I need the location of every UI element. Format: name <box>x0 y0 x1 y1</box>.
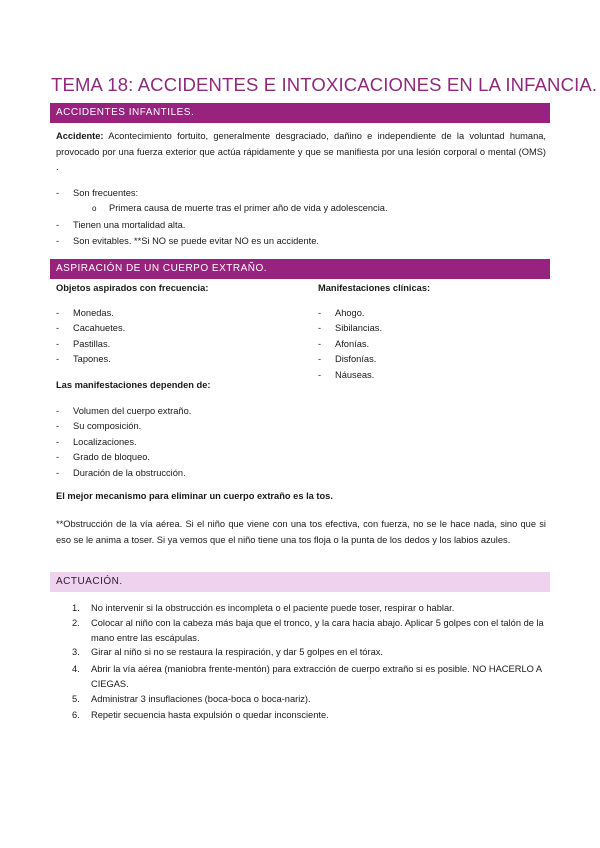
definition-paragraph <box>56 129 546 176</box>
section-header-actuacion: ACTUACIÓN. <box>50 572 550 592</box>
page-title: TEMA 18: ACCIDENTES E INTOXICACIONES EN LA INFANCIA. <box>51 74 598 95</box>
right-column-heading: Manifestaciones clínicas: <box>318 283 431 293</box>
section-header-aspiracion: ASPIRACIÓN DE UN CUERPO EXTRAÑO. <box>50 259 550 279</box>
definition-label: Accidente: <box>56 131 104 141</box>
best-mechanism-text: El mejor mecanismo para eliminar un cuerpo extraño es la tos. <box>56 491 333 501</box>
document-page: TEMA 18: ACCIDENTES E INTOXICACIONES EN LA INFANCIA. ACCIDENTES INFANTILES. Accidente: Acontecimiento fortuito, generalmente desgraciado, dañino e independiente de la voluntad humana, provocado por una fuerza exterior que actúa rápidamente y que se manifiesta por una lesión corporal o mental (OMS) . - Son frecuentes: o Primera causa de muerte tras el primer año de vida y adolescencia. - Tienen una mortalidad alta. - Son evitables. **Si NO se puede evitar NO es un accidente. ASPIRACIÓN DE UN CUERPO EXTRAÑO. Objetos aspirados con frecuencia: Manifestaciones clínicas: - Monedas. - Cacahuetes. - Pastillas. - Tapones. - Ahogo. - Sibilancias. - Afonías. - Disfonías. - Náuseas. Las manifestaciones dependen de: - Volumen del cuerpo extraño. - Su composición. - Localizaciones. - Grado de bloqueo. - Duración de la obstrucción. El mejor mecanismo para eliminar un cuerpo extraño es la tos. **Obstrucción de la vía aérea. Si el niño que viene con una tos efectiva, con fuerza, no se le hace nada, sino que si eso se le anima a toser. Si ya vemos que el niño tiene una tos floja o la punta de los dedos y los labios azules. ACTUACIÓN. 1. No intervenir si la obstrucción es incompleta o el paciente puede toser, respirar o hablar. 2. Colocar al niño con la cabeza más baja que el tronco, y la cara hacia abajo. Aplicar 5 golpes con el talón de la mano entre las escápulas. 3. Girar al niño si no se restaura la respiración, y dar 5 golpes en el tórax. 4. Abrir la vía aérea (maniobra frente-mentón) para extracción de cuerpo extraño si es posible. NO HACERLO A CIEGAS. 5. Administrar 3 insuflaciones (boca-boca o boca-nariz). 6. Repetir secuencia hasta expulsión o quedar inconsciente. <box>51 74 598 720</box>
section-header-accidentes: ACCIDENTES INFANTILES. <box>50 103 550 123</box>
obstruction-note: **Obstrucción de la vía aérea. Si el niño que viene con una tos efectiva, con fuerza, no se le hace nada, sino que si eso se le anima a toser. Si ya vemos que el niño tiene una tos floja o la punta de los dedos y los labios azules. <box>56 519 546 545</box>
definition-text: Acontecimiento fortuito, generalmente desgraciado, dañino e independiente de la voluntad humana, provocado por una fuerza exterior que actúa rápidamente y que se manifiesta por una lesión corporal o mental (OMS) . <box>56 131 546 173</box>
depends-heading: Las manifestaciones dependen de: <box>56 380 211 390</box>
left-column-heading: Objetos aspirados con frecuencia: <box>56 283 209 293</box>
